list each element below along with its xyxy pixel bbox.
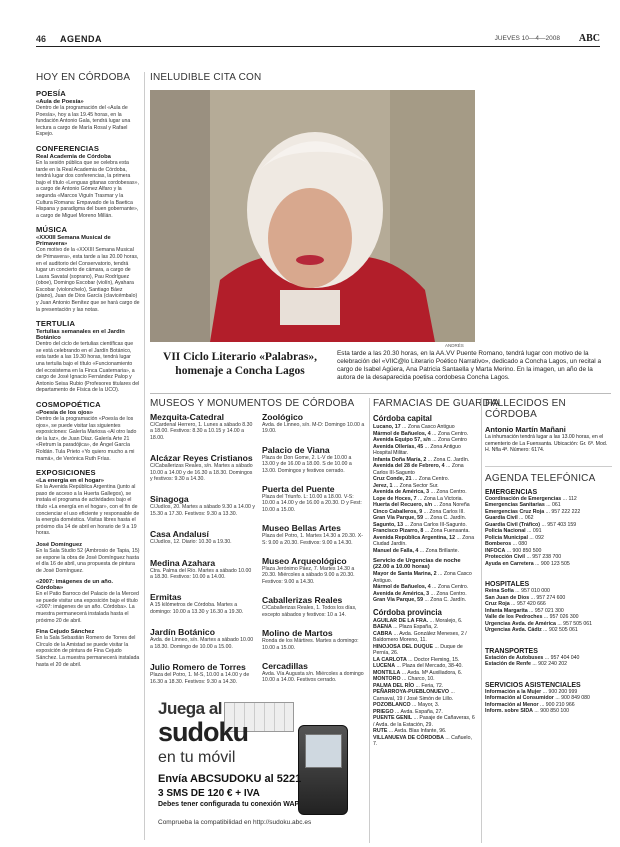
- pharmacy-entry: Francisco Pizarro, 8 ... Zona Fuensanta.: [373, 528, 470, 534]
- museum-name: Mezquita-Catedral: [150, 412, 225, 422]
- pharmacy-address: Cruz Conde, 21: [373, 476, 412, 482]
- pharmacy-zone: Plaza España, 2.: [399, 624, 439, 630]
- phone-number: 900 850 500: [512, 547, 542, 554]
- pharmacy-entry: PEÑARROYA-PUEBLONUEVO ... Carnaval, 19 / José Simón de Lillo.: [373, 689, 455, 702]
- ad-line-6: Debes tener configurada tu conexión WAP: [158, 801, 300, 808]
- museum-hours: C/Judíos, 20. Martes a sábado 9.30 a 14.00 y 15.30 a 17.30. Festivos: 9.30 a 13.30.: [150, 504, 255, 517]
- pharmacy-address: Infanta Doña María, 2: [373, 456, 427, 463]
- deceased-notice: La inhumación tendrá lugar a las 13.00 horas, en el cementerio de La Fuensanta. Ubicación: Gr. 6ª. Mod. H. Nfla 4ª. Número: 6174.: [485, 434, 608, 453]
- pharmacy-address: LUCENA: [373, 663, 396, 669]
- portrait-illustration: [150, 90, 475, 342]
- phone-number: 900 200 999: [548, 688, 578, 695]
- museos-col-1: [150, 412, 255, 697]
- pharmacy-zone: Moralejo, 6.: [435, 617, 463, 624]
- block-heading: TERTULIA: [36, 319, 76, 329]
- phone-service: Emergencias Sanitarias: [485, 502, 545, 508]
- phone-number: 957 238 700: [532, 554, 562, 560]
- pharmacy-zone: Pasaje de Cañaveras, 6 / Avda. de la Estación, 29.: [373, 715, 475, 728]
- pharmacy-entry: Avenida República Argentina, 12 ... Zona Ciudad Jardín.: [373, 534, 475, 547]
- pharmacy-address: PRIEGO: [373, 708, 394, 715]
- pharmacy-address: Mármol de Bañuelos, 4: [373, 584, 431, 590]
- museum-entry: [262, 661, 365, 684]
- museum-entry: [150, 412, 255, 441]
- pharmacy-zone: Avda. Blas Infante, 96.: [394, 728, 447, 734]
- farmacias-title: FARMACIAS DE GUARDIA: [373, 398, 500, 409]
- phone-entry: Infanta Margarita ... 957 021 300: [485, 607, 564, 614]
- block-text: Dentro de la programación del «Aula de Poesía», hoy a las 19.45 horas, en la fundación Antonio Gala, tendrá lugar una lectura a cargo de María Rosal y Rafael Espejo.: [36, 105, 131, 138]
- pharmacy-zone: Zona Carlos III-Sagunto.: [410, 521, 467, 528]
- phone-service: Infanta Margarita: [485, 607, 528, 614]
- museum-entry: [150, 592, 255, 615]
- phone-number: 902 505 061: [548, 627, 578, 633]
- museum-entry: [262, 484, 365, 513]
- phone-entry: Estación de Renfe ... 902 240 202: [485, 661, 567, 667]
- pharmacy-address: AGUILAR DE LA FRA.: [373, 617, 429, 624]
- pharmacy-entry: VILLANUEVA DE CÓRDOBA ... Cañuelo, 7.: [373, 734, 472, 747]
- pharmacy-address: POZOBLANCO: [373, 702, 411, 708]
- block-subheading: «Aula de Poesía»: [36, 99, 84, 105]
- phone-entry: Reina Sofía ... 957 010 000: [485, 588, 550, 594]
- pharmacy-entry: Avenida Equipo 57, s/n ... Zona Centro: [373, 437, 467, 443]
- sudoku-ad[interactable]: [150, 697, 360, 842]
- block-subheading: «2007: imágenes de un año. Córdoba»: [36, 579, 113, 592]
- phone-service: Estación de Autobuses: [485, 654, 544, 661]
- phone-number: 957 403 159: [547, 521, 577, 528]
- pharmacy-subheading: Córdoba capital: [373, 414, 432, 423]
- agenda-group-heading: HOSPITALES: [485, 581, 530, 588]
- phone-number: 957 010 000: [521, 588, 550, 594]
- pharmacy-entry: MONTILLA ... Avda. Mª Auxiliadora, 6.: [373, 669, 463, 676]
- block-subheading: «Poesía de los ojos»: [36, 410, 94, 416]
- pharmacy-entry: Cinco Caballeros, 9 ... Zona Carlos III.: [373, 508, 465, 515]
- museos-title: MUSEOS Y MONUMENTOS DE CÓRDOBA: [150, 398, 355, 409]
- pharmacy-address: Cinco Caballeros, 9: [373, 508, 423, 515]
- pharmacy-zone: Avda. España, 27.: [400, 708, 443, 715]
- pharmacy-entry: Mármol de Bañuelos, 4 ... Zona Centro.: [373, 430, 469, 437]
- block-heading: COSMOPOÉTICA: [36, 400, 101, 409]
- phone-service: Urgencias Avda. de América: [485, 620, 556, 627]
- fallecidos-title: FALLECIDOS EN CÓRDOBA: [485, 398, 566, 420]
- pharmacy-address: RUTE: [373, 728, 388, 734]
- hoy-column: [36, 72, 140, 668]
- deceased-name: Antonio Martín Mañani: [485, 425, 566, 434]
- agenda-group-heading: SERVICIOS ASISTENCIALES: [485, 681, 581, 689]
- feature-text: Esta tarde a las 20.30 horas, en la AA.VV Puente Romano, tendrá lugar con motivo de la celebración del «VIIC@lo Literario Poético Narrativo», dedicado a Concha Lagos, un recital a cargo de Isabel Agüera, Ana Patricia Santaella y Marta Merino. En la imagen, un año de la autora de la desaparecida poetisa cordobesa Concha Lagos.: [337, 350, 602, 381]
- museum-hours: Ronda de los Mártires. Martes a domingo: 10.00 a 15.00.: [262, 638, 359, 651]
- museum-name: Molino de Martos: [262, 628, 333, 639]
- farmacias-list: [373, 414, 477, 748]
- ad-line-5: 3 SMS DE 120 € + IVA: [158, 788, 260, 799]
- pharmacy-zone: Zona C. Jardín.: [430, 515, 467, 521]
- phone-service: Información al Consumidor: [485, 695, 554, 701]
- phone-entry: Valle de los Pedroches ... 957 026 300: [485, 614, 579, 620]
- museum-entry: [262, 523, 365, 546]
- pharmacy-entry: Avenida del 28 de Febrero, 4 ... Zona Carlos III-Sagunto: [373, 463, 464, 476]
- phone-number: 112: [568, 495, 577, 502]
- phone-number: 061: [552, 502, 561, 508]
- pharmacy-address: LA CARLOTA: [373, 656, 407, 663]
- museum-hours: Plaza del Potro, 1. M-S, 10.00 a 14.00 y de 16.30 a 18.30. Festivos: 9.30 a 14.30.: [150, 672, 250, 685]
- phone-service: Reina Sofía: [485, 588, 514, 594]
- pharmacy-entry: RUTE ... Avda. Blas Infante, 96.: [373, 728, 447, 734]
- pharmacy-address: Gran Vía Parque, 59: [373, 515, 424, 521]
- museum-hours: Plaza de Don Gome, 2. L-V de 10.00 a 13.00 y de 16.00 a 18.00. S de 10.00 a 13.00. Domingos y festivos cerrado.: [262, 454, 352, 474]
- right-column: [485, 398, 612, 715]
- pharmacy-zone: Feria, 72.: [421, 682, 444, 689]
- phone-number: 957 021 300: [534, 607, 564, 614]
- museum-entry: [262, 412, 365, 435]
- pharmacy-entry: LUCENA ... Plaza del Mercado, 38-40.: [373, 663, 463, 669]
- phone-number: 957 420 666: [516, 601, 546, 607]
- pharmacy-zone: Zona Ciudad Jardín.: [373, 534, 475, 547]
- phone-service: Urgencias Avda. Cádiz: [485, 627, 542, 633]
- pharmacy-entry: BAENA ... Plaza España, 2.: [373, 624, 439, 630]
- block-subheading: Real Academia de Córdoba: [36, 153, 111, 160]
- pharmacy-zone: Zona C. Jardín.: [433, 456, 470, 463]
- phone-screen-icon: [305, 734, 342, 768]
- block-heading: MÚSICA: [36, 225, 68, 235]
- pharmacy-address: MONTORO: [373, 676, 401, 682]
- phone-entry: Emergencias Cruz Roja ... 957 222 222: [485, 508, 581, 515]
- phone-entry: Emergencias Sanitarias ... 061: [485, 502, 561, 508]
- phone-service: Inform. sobre SIDA: [485, 708, 533, 714]
- block-subheading: «XXXIII Semana Musical de Primavera»: [36, 235, 111, 248]
- hoy-blocks: [36, 89, 140, 668]
- pharmacy-address: Avenida de América, 3: [373, 590, 430, 597]
- pharmacy-entry: Huerta del Recuero, s/n ... Zona Noreña: [373, 502, 470, 508]
- pharmacy-entry: Lucano, 17 ... Zona Casco Antiguo: [373, 424, 455, 430]
- block-text: En el Patio Barroco del Palacio de la Merced se puede visitar una exposición bajo el título «2007: imágenes de un año. Córdoba». La muestra permanecerá instalada hasta el próximo 20 de abril.: [36, 591, 139, 624]
- museum-hours: Plaza Jerónimo Páez, 7. Martes 14.30 a 20.30. Miércoles a sábado 9.00 a 20.30. Festivos: 9.00 a 14.30.: [262, 566, 355, 585]
- pharmacy-entry: Lope de Hoces, 7 ... Zona La Victoria.: [373, 495, 463, 502]
- column-divider: [369, 398, 370, 843]
- pharmacy-entry: Sagunto, 13 ... Zona Carlos III-Sagunto.: [373, 521, 467, 528]
- phone-entry: Inform. sobre SIDA ... 900 850 100: [485, 708, 570, 714]
- museum-hours: Avda. Vía Augusta s/n. Miércoles a domingo 10.00 a 14.00. Festivos cerrado.: [262, 670, 364, 684]
- phone-service: Guardia Civil: [485, 515, 518, 521]
- museum-hours: C/Caballerizas Reales, s/n. Martes a sábado 10.00 a 14.00 y de 16.30 a 18.30. Domingos y festivos: 9.30 a 14.30.: [150, 463, 253, 483]
- pharmacy-address: Lope de Hoces, 7: [373, 495, 417, 502]
- pharmacy-zone: Avda. González Meneses, 2 / Baldomero Moreno, 11.: [373, 630, 467, 643]
- ad-line-3: en tu móvil: [158, 749, 236, 766]
- phone-number: 957 274 600: [536, 594, 566, 601]
- phone-number: 957 026 300: [549, 614, 579, 620]
- pharmacy-zone: Zona Sector Sur.: [399, 482, 439, 489]
- phone-entry: San Juan de Dios ... 957 274 600: [485, 594, 566, 601]
- museum-entry: [262, 445, 365, 474]
- phone-service: Ayuda en Carretera: [485, 560, 534, 567]
- museum-name: Medina Azahara: [150, 557, 216, 568]
- header-rule: [36, 46, 600, 47]
- block-text: Dentro de la programación «Poesía de los ojos», se puede visitar las siguientes exposiciones: Galería Mariosa «Al otro lado de la luz», de Juan Díaz. Galería Arte 21 «Retrum la paradójica», de Ángel García Roldán. Tula Prieto «Yo quiero mucho a mi mamá», de Verónica Ruth Frías.: [36, 416, 137, 462]
- agenda-list: [485, 489, 612, 715]
- pharmacy-entry: Manuel de Falla, 4 ... Zona Brillante.: [373, 547, 460, 554]
- pharmacy-entry: LA CARLOTA ... Doctor Fleming, 15.: [373, 656, 460, 663]
- phone-service: INFOCA: [485, 547, 506, 554]
- pharmacy-zone: Zona Centro.: [418, 476, 450, 482]
- pharmacy-zone: Zona Centro.: [436, 590, 467, 597]
- feature-photo: [150, 90, 475, 342]
- pharmacy-entry: Avenida de América, 3 ... Zona Centro.: [373, 590, 467, 597]
- phone-entry: Bomberos ... 080: [485, 541, 528, 547]
- pharmacy-zone: Zona Centro.: [437, 584, 469, 590]
- pharmacy-entry: Avenida Ollerías, 45 ... Zona Antiguo Hospital Militar.: [373, 443, 461, 456]
- pharmacy-zone: Zona Casco Antiguo.: [373, 571, 472, 584]
- museum-name: Museo Bellas Artes: [262, 523, 341, 534]
- museum-hours: Plaza del Potro, 1. Martes 14.30 a 20.30. X-S: 9.00 a 20.30. Festivos: 9.00 a 14.30.: [262, 533, 363, 546]
- museum-name: Caballerizas Reales: [262, 595, 343, 606]
- phone-number: 062: [524, 515, 534, 521]
- page-number: 46: [36, 34, 47, 44]
- pharmacy-address: BAENA: [373, 624, 392, 630]
- phone-service: Información a la Mujer: [485, 688, 542, 695]
- pharmacy-address: Huerta del Recuero, s/n: [373, 502, 433, 508]
- block-heading: EXPOSICIONES: [36, 468, 96, 478]
- pharmacy-entry: POZOBLANCO ... Mayor, 3.: [373, 702, 440, 708]
- phone-service: Guardia Civil (Tráfico): [485, 521, 541, 528]
- block-subheading: «La energía en el hogar»: [36, 478, 104, 485]
- phone-entry: Cruz Roja ... 957 420 666: [485, 601, 546, 607]
- museum-hours: C/Cardenal Herrero, 1. Lunes a sábado 8.30 a 18.00. Festivos: 8.30 a 10.15 y 14.00 a 18.00.: [150, 422, 253, 441]
- museum-name: Jardín Botánico: [150, 627, 215, 638]
- museum-name: Julio Romero de Torres: [150, 662, 246, 673]
- phone-number: 900 210 966: [545, 701, 575, 708]
- pharmacy-zone: Mayor, 3.: [417, 702, 440, 708]
- pharmacy-entry: HINOJOSA DEL DUQUE ... Duque de Pernía, 26.: [373, 643, 463, 656]
- pharmacy-entry: Gran Vía Parque, 59 ... Zona C. Jardín.: [373, 515, 467, 521]
- pharmacy-zone: Zona Centro.: [437, 430, 469, 437]
- museum-name: Alcázar Reyes Cristianos: [150, 453, 253, 464]
- pharmacy-address: CABRA: [373, 630, 393, 637]
- pharmacy-zone: Zona C. Jardín.: [430, 597, 467, 603]
- pharmacy-entry: AGUILAR DE LA FRA. ... Moralejo, 6.: [373, 617, 463, 624]
- museum-name: Casa Andalusí: [150, 529, 209, 540]
- pharmacy-address: Avenida del 28 de Febrero, 4: [373, 463, 445, 469]
- phone-service: Coordinación de Emergencias: [485, 495, 562, 502]
- museum-entry: [150, 494, 255, 517]
- pharmacy-address: PUENTE GENIL: [373, 715, 413, 721]
- pharmacy-address: Francisco Pizarro, 8: [373, 528, 424, 534]
- phone-entry: Guardia Civil ... 062: [485, 515, 534, 521]
- phone-service: Cruz Roja: [485, 601, 510, 607]
- pharmacy-zone: Charco, 10.: [407, 676, 435, 682]
- agenda-title: AGENDA TELEFÓNICA: [485, 466, 612, 484]
- museum-entry: [262, 556, 365, 585]
- feature-caption: VII Ciclo Literario «Palabras», homenaje a Concha Lagos: [163, 351, 317, 377]
- phone-number: 092: [535, 534, 544, 541]
- section-title: AGENDA: [60, 34, 103, 44]
- phone-number: 900 850 100: [540, 708, 570, 714]
- museum-name: Zoológico: [262, 412, 304, 422]
- museum-name: Palacio de Viana: [262, 444, 330, 455]
- museum-entry: [150, 627, 255, 650]
- phone-entry: Guardia Civil (Tráfico) ... 957 403 159: [485, 521, 577, 528]
- pharmacy-zone: Zona Centro: [438, 437, 467, 443]
- phone-entry: Policía Nacional ... 091: [485, 528, 542, 534]
- pharmacy-zone: Zona Brillante.: [425, 547, 460, 554]
- block-subheading: Tertulias semanales en el Jardín Botánico: [36, 329, 125, 342]
- museum-name: Museo Arqueológico: [262, 556, 347, 567]
- pharmacy-zone: Avda. Mª Auxiliadora, 6.: [407, 669, 463, 676]
- pharmacy-address: MONTILLA: [373, 669, 401, 676]
- phone-entry: Coordinación de Emergencias ... 112: [485, 495, 577, 502]
- phone-service: Información al Menor: [485, 701, 539, 708]
- pharmacy-address: PALMA DEL RÍO: [373, 682, 415, 689]
- phone-entry: Estación de Autobuses ... 957 404 040: [485, 654, 580, 661]
- pharmacy-address: Sagunto, 13: [373, 521, 404, 528]
- phone-service: Protección Civil: [485, 554, 526, 560]
- museum-entry: [150, 558, 255, 581]
- museum-entry: [262, 595, 365, 618]
- phone-service: Emergencias Cruz Roja: [485, 508, 545, 515]
- feature-rule: [150, 393, 611, 394]
- block-text: Con motivo de la «XXXIII Semana Musical de Primavera», esta tarde a las 20.00 horas, en el auditorio del Conservatorio, tendrá lugar un concierto de cámara, a cargo de Laura Savatal (soprano), Pau Rodríguez (oboe), Domingo Escobar (violín), Ayahara Escobar (violonchelo), Santiago Báez (piano), Juan de Dios García (clavicémbalo) y Juan Antonio Benítez que se hará cargo de la presentación y las notas.: [36, 247, 140, 313]
- block-text: En la sesión pública que se celebra esta tarde en la Real Academia de Córdoba, tendrá lugar dos conferencias, la primera bajo el título «Lenguas gitanas cordobesas», a cargo de Antonio Gómez Alfaro y la segunda «Marcos Viguín Trasmar y la Cultura Romana: Empavado de la Baetica Hispana y paradigma del buen gobernante», a cargo de Miguel Moreno Millán.: [36, 159, 139, 219]
- museum-name: Cercadillas: [262, 660, 308, 671]
- phone-entry: Información al Menor ... 900 210 966: [485, 701, 575, 708]
- block-text: En la Sala Sebastián Romero de Torres del Círculo de la Amistad se puede visitar la exposición de pintura de Fina Cejudo Sánchez. La muestra permanecerá instalada hasta el 20 de abril.: [36, 635, 140, 668]
- museum-hours: Ctra. Palma del Río. Martes a sábado 10.00 a 18.30. Festivos: 10.00 a 14.00.: [150, 567, 252, 581]
- newspaper-logo: ABC: [578, 33, 600, 44]
- phone-entry: Protección Civil ... 957 238 700: [485, 554, 562, 560]
- museum-entry: [262, 628, 365, 651]
- phone-number: 957 404 040: [550, 654, 580, 661]
- pharmacy-address: Gran Vía Parque, 59: [373, 597, 424, 603]
- pharmacy-zone: Zona Carlos III-Sagunto: [373, 463, 464, 476]
- pharmacy-subheading: Córdoba provincia: [373, 607, 442, 617]
- block-text: En la Avenida República Argentina (junto al paso de acceso a la Huerta Gallegos), se instala el programa de actividades bajo el título «La energía en el hogar», con el fin de concienciar el uso eficiente y responsable de la energía doméstica. Visitas libres hasta el próximo día 14 de abril en horario de 9 a 19 horas.: [36, 484, 140, 537]
- pharmacy-zone: Zona Noreña: [439, 502, 470, 508]
- pharmacy-zone: Zona Antiguo Hospital Militar.: [373, 443, 461, 456]
- pharmacy-zone: Cañuelo, 7.: [373, 734, 472, 747]
- phone-service: Bomberos: [485, 541, 512, 547]
- phone-service: Policía Municipal: [485, 534, 528, 541]
- agenda-group-heading: TRANSPORTES: [485, 647, 538, 655]
- pharmacy-address: Mármol de Bañuelos, 4: [373, 430, 431, 437]
- phone-number: 900 123 505: [540, 560, 570, 567]
- pharmacy-zone: Zona Centro.: [436, 489, 467, 495]
- phone-number: 957 505 061: [563, 620, 593, 627]
- feature-kicker: INELUDIBLE CITA CON: [150, 72, 262, 83]
- agenda-group-heading: EMERGENCIAS: [485, 488, 538, 496]
- pharmacy-entry: PUENTE GENIL ... Pasaje de Cañaveras, 6 / Avda. de la Estación, 29.: [373, 715, 475, 728]
- pharmacy-entry: Avenida de América, 3 ... Zona Centro.: [373, 489, 467, 495]
- phone-service: San Juan de Dios: [485, 594, 530, 601]
- mobile-phone-icon: [298, 725, 348, 815]
- phone-service: Policía Nacional: [485, 528, 526, 534]
- pharmacy-entry: Jerez, 1 ... Zona Sector Sur.: [373, 482, 439, 489]
- block-heading: POESÍA: [36, 89, 66, 98]
- pharmacy-address: Avenida República Argentina, 12: [373, 534, 456, 541]
- museum-name: Sinagoga: [150, 494, 189, 505]
- pharmacy-entry: PRIEGO ... Avda. España, 27.: [373, 708, 443, 715]
- pharmacy-zone: Zona Carlos III.: [429, 508, 465, 515]
- pharmacy-address: Manuel de Falla, 4: [373, 547, 419, 554]
- pharmacy-entry: Gran Vía Parque, 59 ... Zona C. Jardín.: [373, 597, 467, 603]
- ad-line-2: sudoku: [158, 717, 249, 747]
- pharmacy-entry: Cruz Conde, 21 ... Zona Centro.: [373, 476, 450, 482]
- pharmacy-entry: MONTORO ... Charco, 10.: [373, 676, 435, 682]
- phone-entry: INFOCA ... 900 850 500: [485, 547, 542, 554]
- block-text: Dentro del ciclo de tertulias científicas que se está celebrando en el Jardín Botánico, esta tarde a las 19.30 horas, tendrá lugar una tertulia bajo el título «Funcionamiento del ecosistema en la Finca Cuaternaria», a cargo de José Ignacio Fernández Palop y Antonio Seisa Rubio (Profesores titulares del departamento de Física de la UCO).: [36, 341, 140, 394]
- pharmacy-address: VILLANUEVA DE CÓRDOBA: [373, 734, 444, 741]
- museum-name: Ermitas: [150, 592, 182, 603]
- phone-number: 080: [518, 541, 528, 547]
- museum-hours: Avda. de Linneo, s/n. M-D: Domingo 10.00 a 19.00.: [262, 422, 365, 435]
- museos-col-2: [262, 412, 365, 694]
- museum-entry: [150, 662, 255, 685]
- column-divider: [481, 398, 482, 843]
- museum-hours: A 15 kilómetros de Córdoba. Martes a domingo: 10.00 a 13.30 y 16.30 a 19.30.: [150, 602, 244, 615]
- pharmacy-zone: Zona Casco Antiguo: [407, 424, 455, 430]
- museum-entry: [150, 529, 255, 545]
- pharmacy-zone: Doctor Fleming, 15.: [414, 656, 460, 663]
- pharmacy-zone: Duque de Pernía, 26.: [373, 643, 463, 656]
- phone-entry: Ayuda en Carretera ... 900 123 505: [485, 560, 570, 567]
- phone-entry: Policía Municipal ... 092: [485, 534, 544, 541]
- pharmacy-zone: Zona Fuensanta.: [430, 528, 470, 534]
- pharmacy-entry: PALMA DEL RÍO ... Feria, 72.: [373, 682, 444, 689]
- ad-line-7: Comprueba la compatibilidad en http://sudoku.abc.es: [158, 819, 312, 826]
- phone-number: 900 849 080: [561, 695, 590, 701]
- page-header: [36, 33, 600, 47]
- pharmacy-entry: Mayor de Santa Marina, 2 ... Zona Casco Antiguo.: [373, 571, 472, 584]
- pharmacy-entry: Infanta Doña María, 2 ... Zona C. Jardín.: [373, 456, 470, 463]
- pharmacy-address: Avenida de América, 3: [373, 489, 430, 495]
- pharmacy-subheading: Servicio de Urgencias de noche (22.00 a 10.00 horas): [373, 558, 461, 570]
- phone-entry: Información a la Mujer ... 900 200 999: [485, 688, 578, 695]
- pharmacy-zone: Carnaval, 19 / José Simón de Lillo.: [373, 695, 454, 702]
- pharmacy-address: Avenida Equipo 57, s/n: [373, 437, 431, 443]
- museum-name: Puerta del Puente: [262, 484, 335, 495]
- pharmacy-address: Mayor de Santa Marina, 2: [373, 571, 437, 577]
- phone-entry: Urgencias Avda. de América ... 957 505 061: [485, 620, 593, 627]
- museum-entry: [150, 453, 255, 482]
- phone-number: 902 240 202: [538, 661, 567, 667]
- pharmacy-address: PEÑARROYA-PUEBLONUEVO: [373, 689, 450, 695]
- pharmacy-address: Jerez, 1: [373, 482, 393, 489]
- pharmacy-address: Avenida Ollerías, 45: [373, 443, 424, 450]
- block-subheading: Fina Cejudo Sánchez: [36, 629, 95, 636]
- pharmacy-address: HINOJOSA DEL DUQUE: [373, 643, 434, 650]
- phone-entry: Urgencias Avda. Cádiz ... 902 505 061: [485, 627, 578, 633]
- phone-entry: Información al Consumidor ... 900 849 080: [485, 695, 590, 701]
- photo-credit: ANDRÉS: [445, 343, 464, 348]
- museum-hours: C/Judíos, 12. Diario: 10.30 a 19.30.: [150, 539, 232, 546]
- pharmacy-address: Lucano, 17: [373, 424, 401, 430]
- block-text: En la Sala Studio 52 (Ambrosio de Tapia, 15) se expone la obra de José Domínguez hasta el día 16 de abril, una propuesta de pintura de José Domínguez.: [36, 547, 140, 574]
- column-divider: [144, 72, 145, 840]
- museum-hours: Plaza del Triunfo. L: 10.00 a 18.00. V-S: 10.00 a 14.00 y de 16.00 a 20.30. D y Fest: 10.00 a 15.00.: [262, 494, 362, 513]
- phone-service: Estación de Renfe: [485, 661, 531, 667]
- pharmacy-zone: Plaza del Mercado, 38-40.: [402, 663, 463, 669]
- phone-number: 957 222 222: [551, 508, 581, 515]
- pharmacy-zone: Zona La Victoria.: [423, 495, 463, 502]
- phone-number: 091: [532, 528, 542, 534]
- pharmacy-entry: Mármol de Bañuelos, 4 ... Zona Centro.: [373, 584, 469, 590]
- museum-hours: Avda. de Linneo, s/n. Martes a sábado 10.00 a 18.30. Domingo de 10.00 a 15.00.: [150, 637, 254, 650]
- block-heading: CONFERENCIAS: [36, 143, 100, 153]
- museum-hours: C/Caballerizas Reales, 1. Todos los días, excepto sábados y festivos: 10 a 14.: [262, 605, 357, 618]
- block-subheading: José Domínguez: [36, 541, 83, 548]
- ad-line-1: Juega al: [158, 699, 223, 718]
- pharmacy-entry: CABRA ... Avda. González Meneses, 2 / Baldomero Moreno, 11.: [373, 630, 467, 643]
- phone-service: Valle de los Pedroches: [485, 614, 543, 620]
- ad-line-4: Envía ABCSUDOKU al 5221: [158, 773, 302, 785]
- issue-date: JUEVES 10—4—2008: [494, 35, 560, 42]
- hoy-title: HOY EN CÓRDOBA: [36, 72, 131, 83]
